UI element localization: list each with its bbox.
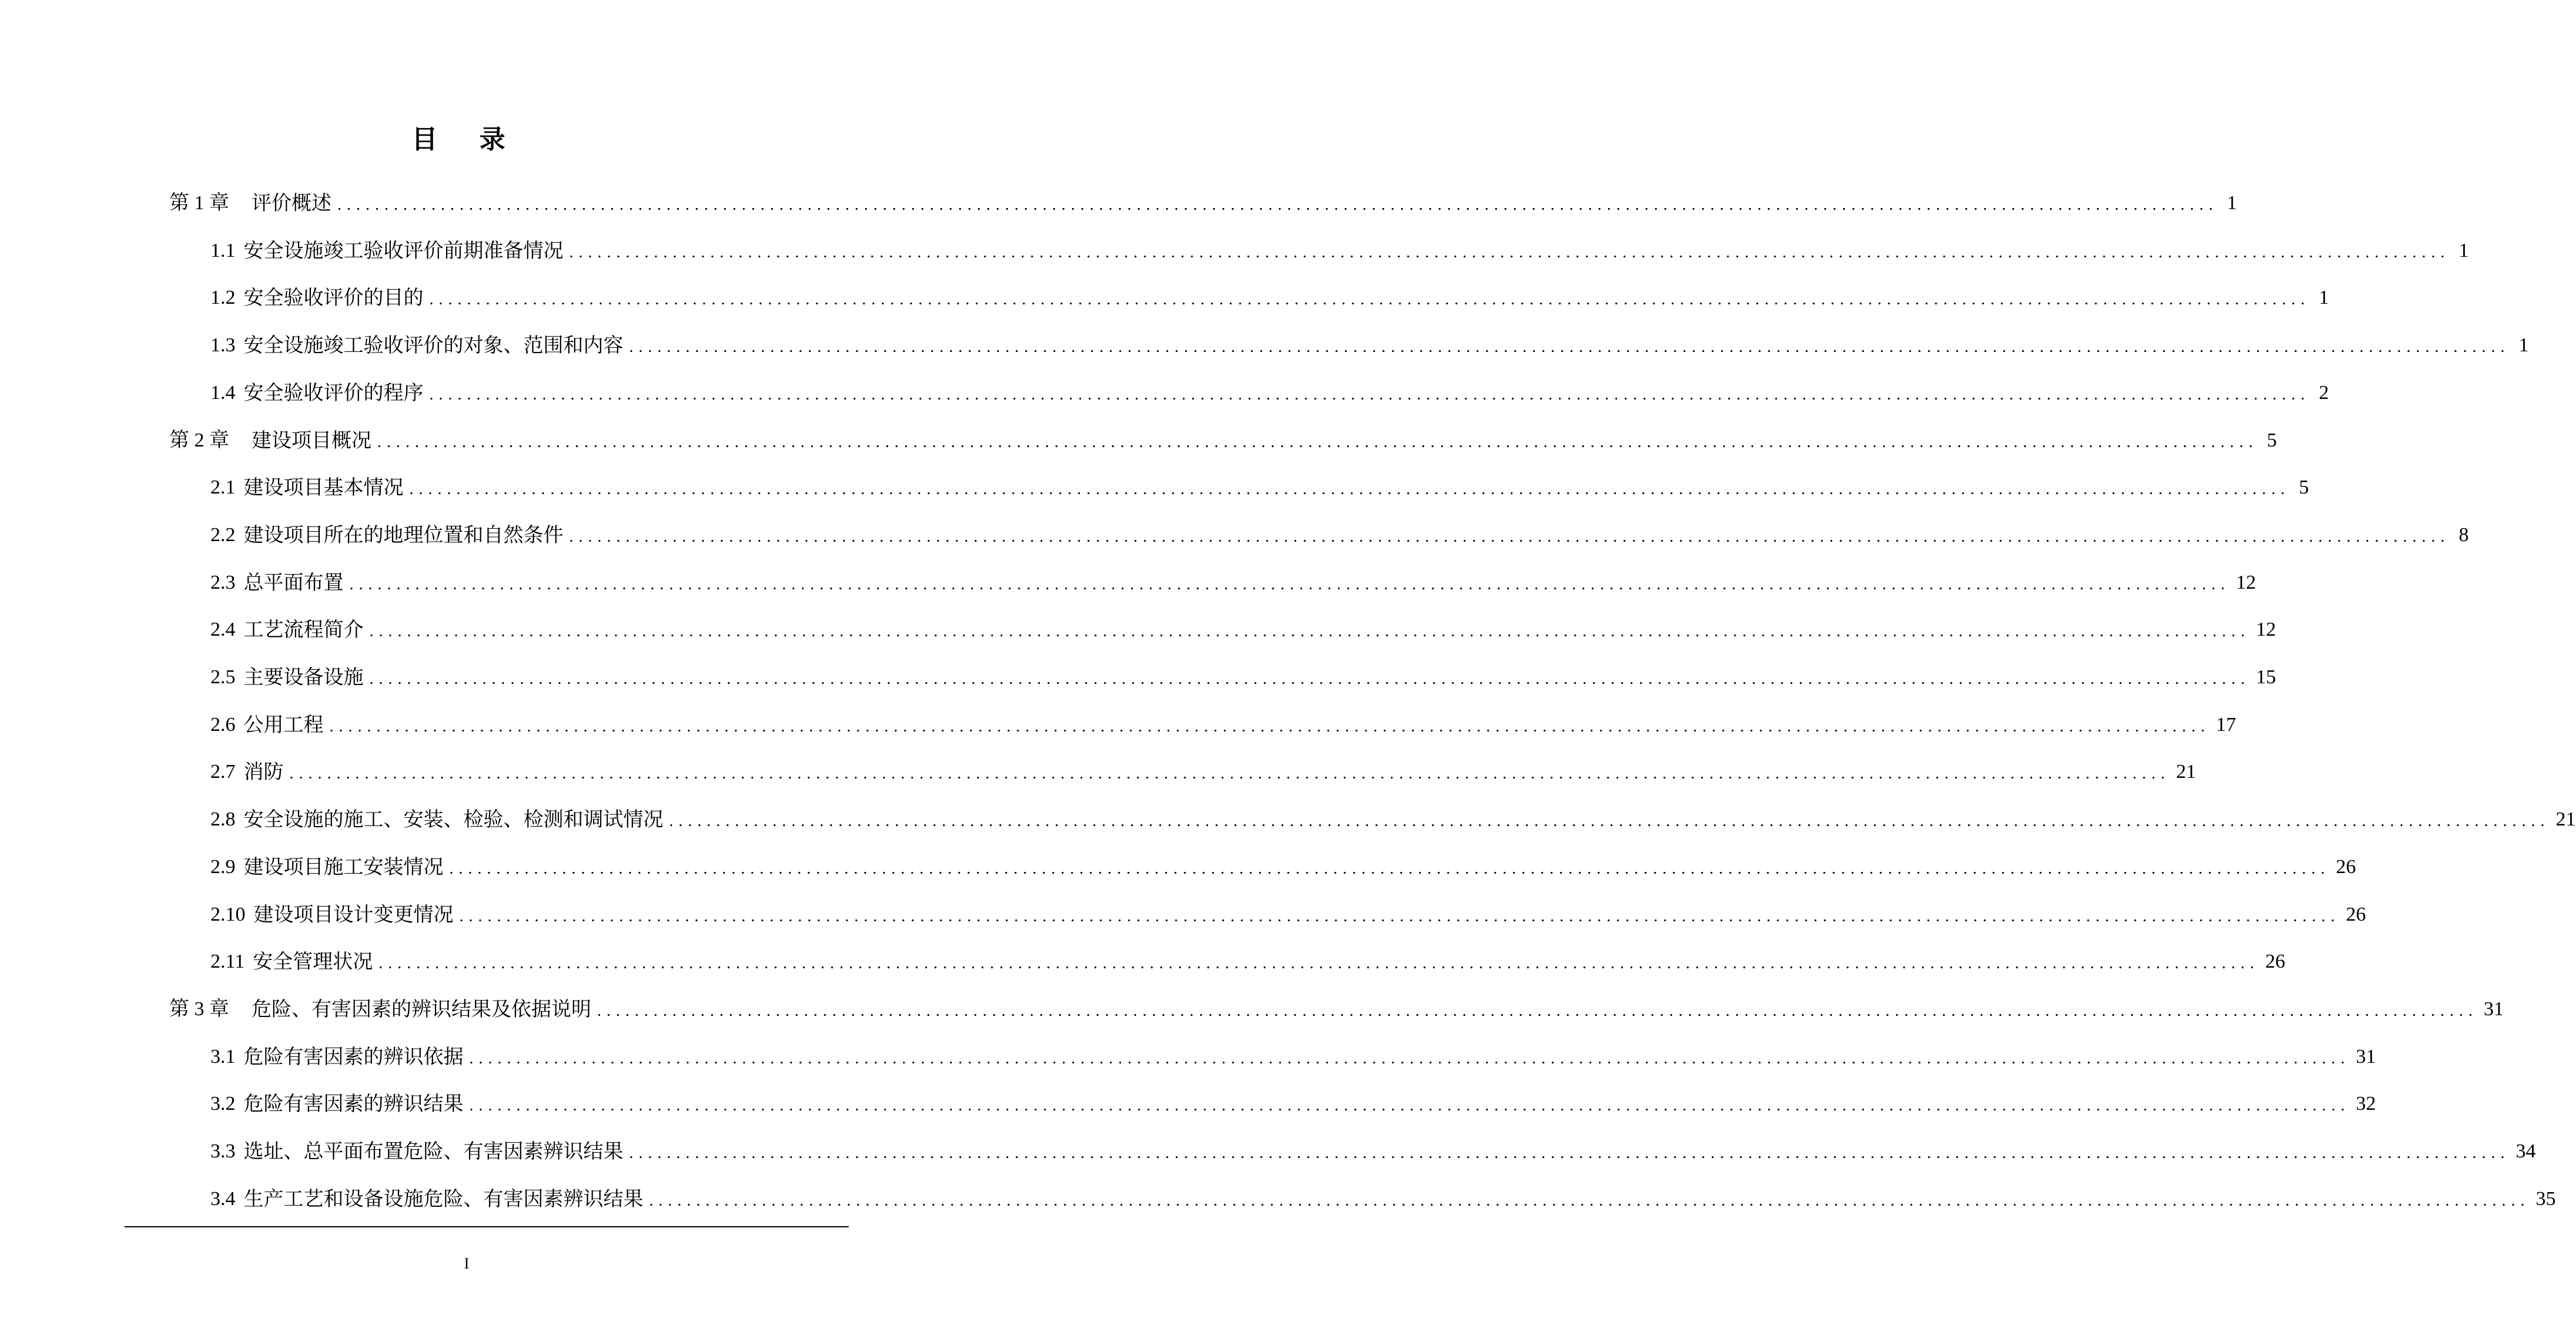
dot-leader: ........................................................................................................................................................................................................: [569, 527, 2450, 546]
toc-entry-number: 1.3: [210, 334, 236, 357]
dot-leader: ........................................................................................................................................................................................................: [669, 812, 2550, 831]
dot-leader: ........................................................................................................................................................................................................: [377, 432, 2258, 451]
toc-entry-page: 26: [2336, 855, 2356, 878]
dot-leader: ........................................................................................................................................................................................................: [369, 622, 2250, 641]
toc-entry-number: 2.10: [210, 903, 246, 925]
toc-entry[interactable]: [210, 518, 2469, 553]
toc-entry[interactable]: [210, 1134, 2536, 1169]
toc-entry[interactable]: [210, 660, 2276, 695]
toc-entry-number: 3.1: [210, 1045, 236, 1068]
toc-entry-number: 2.11: [210, 951, 245, 973]
toc-entry-page: 1: [2458, 239, 2469, 261]
toc-entry-page: 15: [2256, 666, 2276, 688]
toc-entry-number: 第 3 章: [169, 998, 229, 1020]
dot-leader: ........................................................................................................................................................................................................: [289, 764, 2170, 783]
toc-entry-number: 1.2: [210, 287, 236, 309]
footer-divider: [125, 1226, 849, 1227]
toc-entry-page: 12: [2256, 619, 2276, 641]
toc-entry[interactable]: [210, 470, 2309, 505]
toc-entry-number: 1.4: [210, 381, 236, 404]
toc-entry-page: 32: [2356, 1093, 2376, 1115]
toc-entry-title: 建设项目基本情况: [243, 476, 404, 500]
toc-entry-title: 主要设备设施: [243, 666, 364, 689]
toc-entry-title: 危险有害因素的辨识结果: [243, 1092, 464, 1116]
toc-entry-number: 2.4: [210, 619, 236, 641]
toc-entry[interactable]: [210, 1039, 2376, 1075]
toc-entry-title: 危险有害因素的辨识依据: [243, 1045, 464, 1069]
dot-leader: ........................................................................................................................................................................................................: [629, 1144, 2510, 1162]
toc-entry-page: 12: [2236, 571, 2256, 593]
page-number: I: [464, 1255, 470, 1272]
toc-entry-number: 第 2 章: [169, 429, 229, 451]
dot-leader: ........................................................................................................................................................................................................: [378, 954, 2260, 973]
dot-leader: ........................................................................................................................................................................................................: [629, 338, 2510, 357]
toc-entry-page: 1: [2227, 192, 2237, 214]
toc-entry-number: 2.8: [210, 808, 236, 831]
toc-entry[interactable]: [210, 754, 2196, 790]
toc-entry-number: 3.4: [210, 1187, 236, 1210]
toc-entry[interactable]: [210, 1086, 2376, 1122]
toc-entry[interactable]: [210, 233, 2469, 269]
toc-entry-title: 工艺流程简介: [243, 618, 364, 642]
toc-entry-title: 总平面布置: [243, 570, 344, 595]
toc-entry[interactable]: [210, 612, 2276, 647]
dot-leader: ........................................................................................................................................................................................................: [569, 243, 2450, 261]
toc-entry-number: 3.3: [210, 1140, 236, 1162]
dot-leader: ........................................................................................................................................................................................................: [449, 859, 2330, 878]
toc-entry-page: 31: [2356, 1045, 2376, 1068]
toc-entry-title: 安全设施的施工、安装、检验、检测和调试情况: [243, 808, 664, 832]
toc-entry-title: 评价概述: [252, 192, 331, 215]
toc-entry-title: 选址、总平面布置危险、有害因素辨识结果: [243, 1140, 624, 1163]
toc-entry-number: 2.1: [210, 476, 236, 499]
toc-entry[interactable]: [210, 565, 2256, 600]
dot-leader: ........................................................................................................................................................................................................: [409, 480, 2290, 499]
dot-leader: ........................................................................................................................................................................................................: [597, 1001, 2478, 1020]
toc-entry-title: 建设项目所在的地理位置和自然条件: [243, 523, 564, 547]
toc-entry-title: 建设项目施工安装情况: [243, 855, 444, 879]
toc-entry[interactable]: [210, 1182, 2556, 1217]
dot-leader: ........................................................................................................................................................................................................: [337, 196, 2218, 214]
toc-entry-title: 消防: [243, 760, 284, 784]
toc-entry-title: 安全验收评价的程序: [243, 381, 424, 405]
toc-entry-page: 26: [2346, 903, 2366, 925]
toc-entry[interactable]: [210, 897, 2366, 932]
toc-entry-page: 2: [2319, 381, 2329, 404]
toc-entry-title: 安全验收评价的目的: [243, 286, 424, 310]
toc-entry-number: 2.6: [210, 713, 236, 736]
toc-entry[interactable]: [210, 944, 2286, 979]
toc-entry[interactable]: [210, 280, 2329, 316]
toc-entry[interactable]: [169, 423, 2277, 458]
toc-entry-number: 3.2: [210, 1093, 236, 1115]
toc-entry-title: 安全管理状况: [253, 950, 373, 974]
toc-entry[interactable]: [169, 186, 2237, 221]
toc-entry-title: 建设项目概况: [252, 428, 371, 452]
toc-entry-title: 安全设施竣工验收评价的对象、范围和内容: [243, 334, 624, 358]
toc-entry-number: 2.7: [210, 761, 236, 783]
toc-entry-page: 1: [2518, 334, 2529, 357]
dot-leader: ........................................................................................................................................................................................................: [459, 907, 2340, 925]
toc-entry-page: 21: [2176, 761, 2196, 783]
toc-entry-title: 生产工艺和设备设施危险、有害因素辨识结果: [243, 1187, 644, 1211]
toc-entry[interactable]: [210, 328, 2529, 363]
dot-leader: ........................................................................................................................................................................................................: [649, 1191, 2530, 1210]
toc-entry[interactable]: [210, 802, 2576, 837]
toc-entry-number: 2.3: [210, 571, 236, 593]
toc-entry[interactable]: [210, 850, 2356, 885]
toc-entry-number: 1.1: [210, 239, 236, 261]
toc-entry-page: 5: [2299, 476, 2309, 499]
toc-entry-page: 5: [2267, 429, 2277, 451]
dot-leader: ........................................................................................................................................................................................................: [429, 385, 2310, 404]
page-title: 目 录: [411, 125, 522, 155]
toc-entry-page: 8: [2458, 523, 2469, 546]
dot-leader: ........................................................................................................................................................................................................: [469, 1096, 2350, 1115]
toc-entry-page: 35: [2535, 1187, 2556, 1210]
toc-entry-page: 26: [2265, 951, 2286, 973]
toc-entry-page: 21: [2555, 808, 2576, 831]
dot-leader: ........................................................................................................................................................................................................: [349, 575, 2230, 593]
toc-entry[interactable]: [210, 707, 2236, 743]
toc-entry-page: 17: [2216, 713, 2236, 736]
toc-entry-title: 建设项目设计变更情况: [253, 902, 454, 927]
toc-entry-page: 1: [2319, 287, 2329, 309]
toc-entry-number: 2.2: [210, 523, 236, 546]
toc-entry-number: 2.9: [210, 855, 236, 878]
toc-entry-title: 公用工程: [243, 713, 324, 737]
toc-entry[interactable]: [210, 375, 2329, 411]
toc-entry-page: 31: [2484, 998, 2504, 1020]
toc-entry-number: 2.5: [210, 666, 236, 688]
dot-leader: ........................................................................................................................................................................................................: [469, 1049, 2350, 1068]
toc-entry-page: 34: [2515, 1140, 2536, 1162]
toc-entry-number: 第 1 章: [169, 192, 229, 214]
toc-entry[interactable]: [169, 992, 2504, 1027]
dot-leader: ........................................................................................................................................................................................................: [369, 670, 2250, 688]
toc-entry-title: 安全设施竣工验收评价前期准备情况: [243, 239, 564, 263]
toc-entry-title: 危险、有害因素的辨识结果及依据说明: [252, 997, 591, 1021]
dot-leader: ........................................................................................................................................................................................................: [329, 717, 2210, 736]
dot-leader: ........................................................................................................................................................................................................: [429, 290, 2310, 309]
